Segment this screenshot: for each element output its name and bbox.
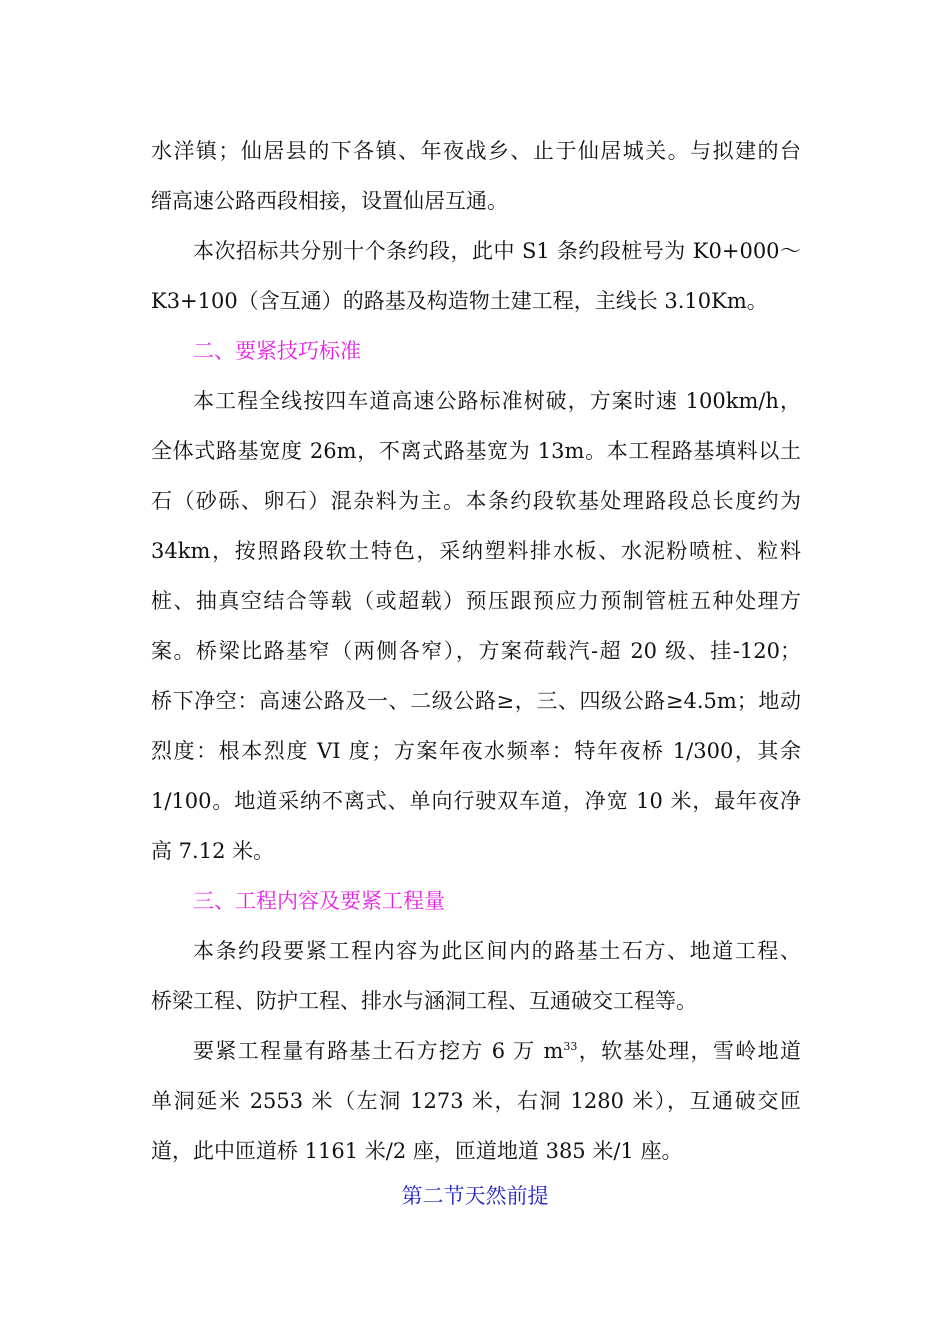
text-fragment: 要紧工程量有路基土石方挖方 6 万 m [193, 1039, 564, 1063]
paragraph-contract-sections [151, 226, 801, 326]
text-line: 道，此中匝道桥 1161 米/2 座，匝道地道 385 米/1 座。 [151, 1139, 683, 1163]
paragraph-work-quantities [151, 1026, 801, 1176]
text-line: 桥下净空：高速公路及一、二级公路≥，三、四级公路≥4.5m；地动 [151, 689, 801, 713]
text-line: 缙高速公路西段相接，设置仙居互通。 [151, 189, 508, 213]
text-line: 单洞延米 2553 米（左洞 1273 米，右洞 1280 米），互通破交匝 [151, 1089, 801, 1113]
heading-work-content: 三、工程内容及要紧工程量 [193, 889, 445, 913]
text-line: 案。桥梁比路基窄（两侧各窄），方案荷载汽-超 20 级、挂-120； [151, 639, 801, 663]
text-line: 34km，按照路段软土特色，采纳塑料排水板、水泥粉喷桩、粒料 [151, 539, 801, 563]
text-line: 桩、抽真空结合等载（或超载）预压跟预应力预制管桩五种处理方 [151, 589, 801, 613]
text-line: 本次招标共分别十个条约段，此中 S1 条约段桩号为 K0+000～ [193, 239, 801, 263]
text-line: 1/100。地道采纳不离式、单向行驶双车道，净宽 10 米，最年夜净 [151, 789, 801, 813]
text-line: 石（砂砾、卵石）混杂料为主。本条约段软基处理路段总长度约为 [151, 489, 801, 513]
text-line: 烈度：根本烈度 VI 度；方案年夜水频率：特年夜桥 1/300，其余 [151, 739, 801, 763]
text-line [151, 1026, 801, 1076]
text-line: 本工程全线按四车道高速公路标准树破，方案时速 100km/h， [193, 389, 801, 413]
text-line: K3+100（含互通）的路基及构造物土建工程，主线长 3.10Km。 [151, 289, 768, 313]
text-line: 全体式路基宽度 26m，不离式路基宽为 13m。本工程路基填料以土 [151, 439, 801, 463]
heading-technical-standards: 二、要紧技巧标准 [193, 339, 361, 363]
superscript: 33 [563, 1040, 578, 1053]
text-line: 桥梁工程、防护工程、排水与涵洞工程、互通破交工程等。 [151, 989, 697, 1013]
text-line: 本条约段要紧工程内容为此区间内的路基土石方、地道工程、 [193, 939, 801, 963]
paragraph-location [151, 126, 801, 226]
section-title: 第二节天然前提 [401, 1184, 549, 1208]
text-fragment: ，软基处理，雪岭地道 [577, 1039, 801, 1063]
paragraph-work-content [151, 926, 801, 1026]
paragraph-technical-standards [151, 376, 801, 876]
text-line: 水洋镇；仙居县的下各镇、年夜战乡、止于仙居城关。与拟建的台 [151, 139, 801, 163]
text-line: 高 7.12 米。 [151, 839, 275, 863]
